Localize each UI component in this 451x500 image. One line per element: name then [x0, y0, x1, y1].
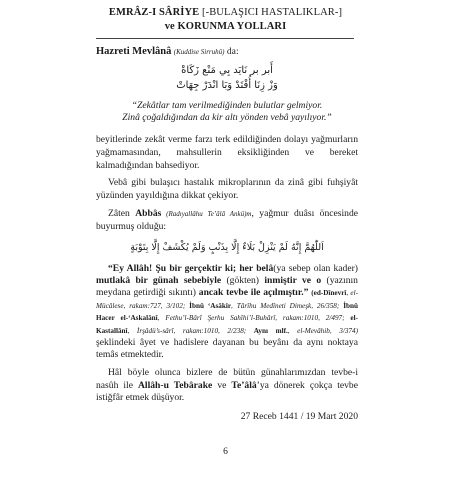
- arabic-poem: [96, 63, 358, 93]
- hadith-part-6: (yazının meydana getirdiği sıkıntı): [96, 274, 358, 299]
- paragraph-5: [96, 367, 358, 405]
- arabic-poem-line-1: أَبر بر نَايَد بِي مَنْع زَكَاةْ: [181, 64, 273, 76]
- hadith-part-3: mutlakâ bir günah sebebiyle: [96, 274, 222, 286]
- paragraph-1: beyitlerinde zekât verme farzı terk edildiğinden dolayı yağmurların yağmamasından, mahsullerin eksikliğinden ve bereket kalmadığından bahsediyor.: [96, 133, 358, 171]
- paragraph-3-honorific: (Radıyallâhu Te’âlâ Ankü)m: [161, 209, 252, 218]
- hadith-paragraph: [96, 263, 358, 362]
- page-body: [96, 44, 358, 424]
- paragraph-5-middle: ve: [212, 379, 232, 391]
- ref-4: , İrşâdü’s-sârî, rakam:1010, 2/238;: [127, 326, 254, 335]
- ref-2: , Târîhu Medîneti Dimeşk, 26/358;: [231, 301, 344, 310]
- date-line: 27 Receb 1441 / 19 Mart 2020: [240, 411, 358, 423]
- ref-1-name: (ed-Dînevrî: [311, 289, 347, 298]
- paragraph-5-after: ’ya dönerek çokça tevbe istiğfâr etmek düşüyor.: [96, 379, 358, 404]
- ref-4-name: el-Kastallânî: [96, 314, 359, 335]
- paragraph-3: [96, 208, 358, 234]
- paragraph-5-before: Hâl böyle olunca bizlere de bütün günahlarımızdan tevbe-i nasûh ile: [96, 366, 358, 391]
- arabic-dua: اَللّٰهُمَّ إِنَّهُ لَمْ يَنْزِلْ بَلَاءٌ إِلَّا بِذَنْبٍ وَلَمْ يُكْشَفْ إِلَّا بِتَوْبَةٍ: [130, 241, 324, 253]
- intro-honorific: (Kuddise Sirruhû): [173, 48, 225, 56]
- paragraph-3-before: Zâten: [108, 207, 136, 219]
- ref-5: , el-Mevâhib, 3/374): [287, 326, 358, 335]
- header-divider: [96, 38, 354, 39]
- paragraph-2: Vebâ gibi bulaşıcı hastalık mikroplarının da zinâ gibi fuhşiyât yüzünden yayıldığına dikkat çekiyor.: [96, 177, 358, 202]
- paragraph-3-name: Abbâs: [135, 207, 162, 219]
- ref-1: , el-Mücâlese, rakam:727, 3/102;: [96, 289, 358, 310]
- page-number: 6: [223, 447, 228, 457]
- hadith-part-5: inmiştir ve o: [264, 274, 322, 286]
- intro-suffix: da:: [224, 46, 239, 57]
- header-title-rest: [-BULAŞICI HASTALIKLAR-]: [199, 7, 343, 18]
- arabic-poem-line-2: وَزْ زِنَا أُفْتَدْ وَبَا انْدَرْ جِهَاتْ: [176, 79, 278, 91]
- ref-5-name: Aynı mlf.: [253, 326, 288, 335]
- hadith-part-1: “Ey Allâh! Şu bir gerçektir ki; her belâ: [108, 262, 274, 274]
- page-header: [0, 6, 451, 34]
- intro-line: [96, 46, 358, 59]
- translation-quote: [96, 100, 358, 125]
- ref-3-name: İbnü Hacer el-‘Askalânî: [96, 301, 358, 323]
- hadith-after: şeklindeki âyet ve hadislere dayanan bu beyânı da aynı noktaya temâs etmektedir.: [96, 337, 358, 361]
- ref-3: , Fethu’l-Bârî Şerhu Sahîhi’l-Buhârî, rakam:1010, 2/497;: [157, 314, 351, 323]
- header-line-1: [0, 6, 451, 20]
- paragraph-5-name-1: Allâh-u Tebârake: [138, 379, 213, 391]
- hadith-part-2: (ya sebep olan kader): [273, 262, 359, 274]
- header-title-bold: EMRÂZ-I SÂRİYE: [108, 7, 200, 18]
- paragraph-3-after: , yağmur duâsı öncesinde buyurmuş olduğu:: [96, 207, 359, 232]
- ref-2-name: İbnü ‘Asâkir: [189, 301, 232, 310]
- hadith-part-7: ancak tevbe ile açılmıştır.”: [198, 287, 309, 299]
- intro-name: Hazreti Mevlânâ: [96, 46, 172, 57]
- hadith-part-4: (gökten): [221, 274, 265, 286]
- header-line-2: ve KORUNMA YOLLARI: [164, 21, 287, 32]
- quote-line-1: “Zekâtlar tam verilmediğinden bulutlar gelmiyor.: [131, 99, 323, 111]
- paragraph-5-name-2: Te’âlâ: [231, 379, 257, 391]
- quote-line-2: Zinâ çoğaldığından da kir altı yönden vebâ yayılıyor.”: [122, 112, 332, 124]
